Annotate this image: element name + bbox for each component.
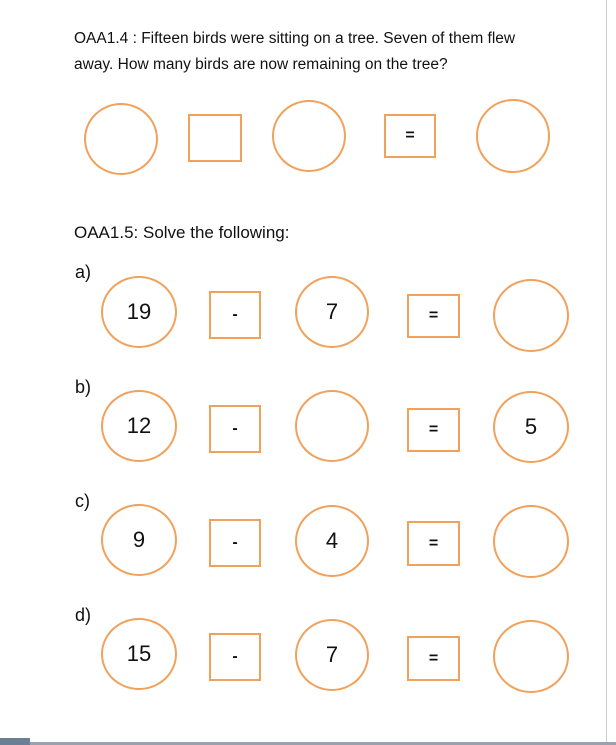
second-number-circle-b[interactable] — [295, 390, 369, 462]
result-circle-b: 5 — [493, 391, 569, 463]
first-number-circle-a: 19 — [101, 276, 177, 348]
first-number-circle-c: 9 — [101, 504, 177, 576]
equals-box-a: = — [407, 294, 460, 338]
operator-box-b: - — [209, 405, 261, 453]
operator-box[interactable] — [188, 114, 242, 162]
row-label-d: d) — [75, 605, 92, 625]
result-circle-c[interactable] — [493, 505, 569, 578]
operator-box-c: - — [209, 519, 261, 567]
second-number-circle-a: 7 — [295, 276, 369, 348]
bottom-edge-marker — [0, 738, 30, 745]
row-label-c: c) — [75, 491, 90, 511]
equals-box-d: = — [407, 636, 460, 681]
answer-circle-result[interactable] — [476, 99, 550, 173]
second-number-circle-d: 7 — [295, 619, 369, 691]
equals-box: = — [384, 114, 436, 158]
result-circle-a[interactable] — [493, 279, 569, 352]
operator-box-a: - — [209, 291, 261, 339]
equals-box-c: = — [407, 521, 460, 566]
operator-box-d: - — [209, 633, 261, 681]
answer-circle-1[interactable] — [84, 103, 158, 175]
first-number-circle-b: 12 — [101, 390, 177, 462]
row-label-b: b) — [75, 377, 92, 397]
result-circle-d[interactable] — [493, 620, 569, 693]
equals-box-b: = — [407, 408, 460, 452]
answer-circle-2[interactable] — [272, 100, 346, 172]
second-number-circle-c: 4 — [295, 505, 369, 577]
row-label-a: a) — [75, 262, 92, 282]
question-oaa1-4: OAA1.4 : Fifteen birds were sitting on a tree. Seven of them flew away. How many birds are now remaining on the tree? — [74, 30, 516, 73]
section-title-oaa1-5: OAA1.5: Solve the following: — [74, 223, 290, 242]
first-number-circle-d: 15 — [101, 618, 177, 690]
